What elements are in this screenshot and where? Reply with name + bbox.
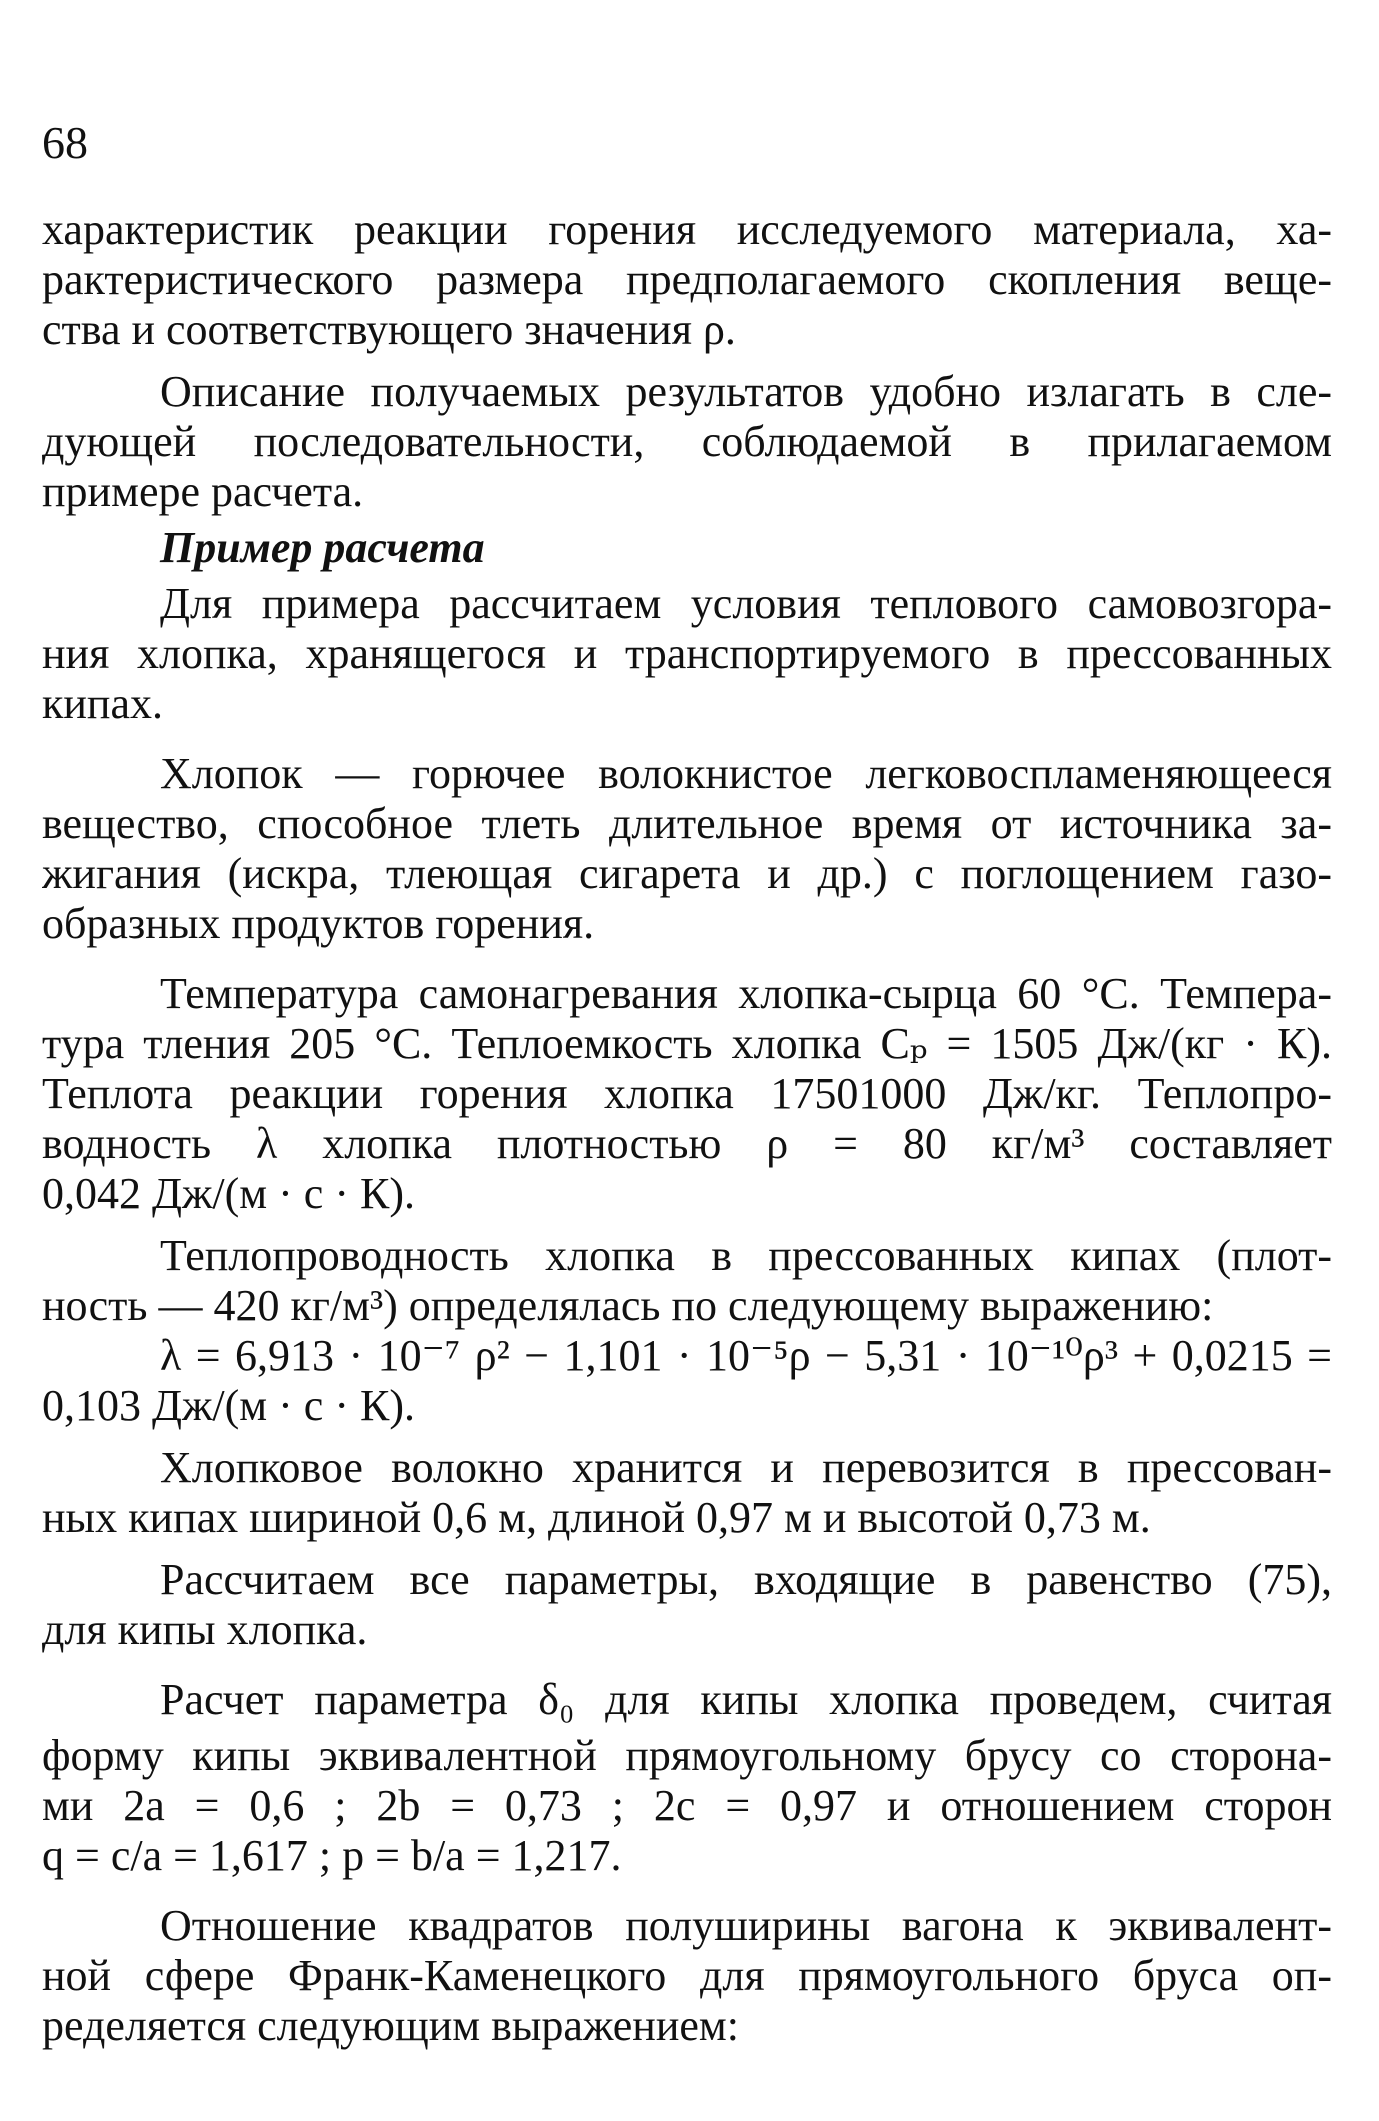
text-line: Для примера рассчитаем условия теплового самовозгора- bbox=[160, 579, 1332, 628]
text-line: Отношение квадратов полуширины вагона к эквивалент- bbox=[160, 1901, 1332, 1950]
text-line: ми 2a = 0,6 ; 2b = 0,73 ; 2c = 0,97 и отношением сторон bbox=[42, 1781, 1332, 1830]
text-line: Описание получаемых результатов удобно излагать в сле- bbox=[160, 367, 1332, 416]
text-line: Теплопроводность хлопка в прессованных кипах (плот- bbox=[160, 1231, 1332, 1280]
text-line: вещество, способное тлеть длительное время от источника за- bbox=[42, 799, 1332, 848]
formula-line: λ = 6,913 · 10⁻⁷ ρ² − 1,101 · 10⁻⁵ρ − 5,31 · 10⁻¹⁰ρ³ + 0,0215 = bbox=[160, 1331, 1332, 1380]
page-number: 68 bbox=[42, 117, 88, 168]
text-line: Расчет параметра δ₀ для кипы хлопка проведем, считая bbox=[160, 1675, 1332, 1724]
text-line: ных кипах шириной 0,6 м, длиной 0,97 м и высотой 0,73 м. bbox=[42, 1493, 1151, 1542]
text-line: жигания (искра, тлеющая сигарета и др.) с поглощением газо- bbox=[42, 849, 1332, 898]
text-line: образных продуктов горения. bbox=[42, 899, 595, 948]
text-line: ность — 420 кг/м³) определялась по следующему выражению: bbox=[42, 1281, 1214, 1330]
formula-line: 0,103 Дж/(м · с · К). bbox=[42, 1381, 415, 1430]
text-line: Хлопок — горючее волокнистое легковоспламеняющееся bbox=[160, 749, 1332, 798]
text-line: примере расчета. bbox=[42, 467, 364, 516]
text-line: для кипы хлопка. bbox=[42, 1605, 368, 1654]
text-line: кипах. bbox=[42, 679, 163, 728]
text-line: водность λ хлопка плотностью ρ = 80 кг/м³ составляет bbox=[42, 1119, 1332, 1168]
text-line: ной сфере Франк-Каменецкого для прямоугольного бруса оп- bbox=[42, 1951, 1332, 2000]
text-line: тура тления 205 °С. Теплоемкость хлопка Cₚ = 1505 Дж/(кг · К). bbox=[42, 1019, 1332, 1068]
text-line: Рассчитаем все параметры, входящие в равенство (75), bbox=[160, 1555, 1332, 1604]
text-line: ства и соответствующего значения ρ. bbox=[42, 305, 736, 354]
text-line: q = c/a = 1,617 ; p = b/a = 1,217. bbox=[42, 1831, 622, 1880]
text-line: 0,042 Дж/(м · с · К). bbox=[42, 1169, 415, 1218]
text-line: ния хлопка, хранящегося и транспортируемого в прессованных bbox=[42, 629, 1332, 678]
text-line: Хлопковое волокно хранится и перевозится в прессован- bbox=[160, 1443, 1332, 1492]
text-line: Теплота реакции горения хлопка 17501000 Дж/кг. Теплопро- bbox=[42, 1069, 1332, 1118]
section-heading: Пример расчета bbox=[160, 523, 485, 572]
text-line: рактеристического размера предполагаемого скопления веще- bbox=[42, 255, 1332, 304]
page-text bbox=[42, 205, 1332, 2051]
text-line: дующей последовательности, соблюдаемой в прилагаемом bbox=[42, 417, 1332, 466]
text-line: ределяется следующим выражением: bbox=[42, 2001, 739, 2050]
text-line: Температура самонагревания хлопка-сырца 60 °С. Темпера- bbox=[160, 969, 1332, 1018]
text-line: форму кипы эквивалентной прямоугольному брусу со сторона- bbox=[42, 1731, 1332, 1780]
text-line: характеристик реакции горения исследуемого материала, ха- bbox=[42, 205, 1332, 254]
